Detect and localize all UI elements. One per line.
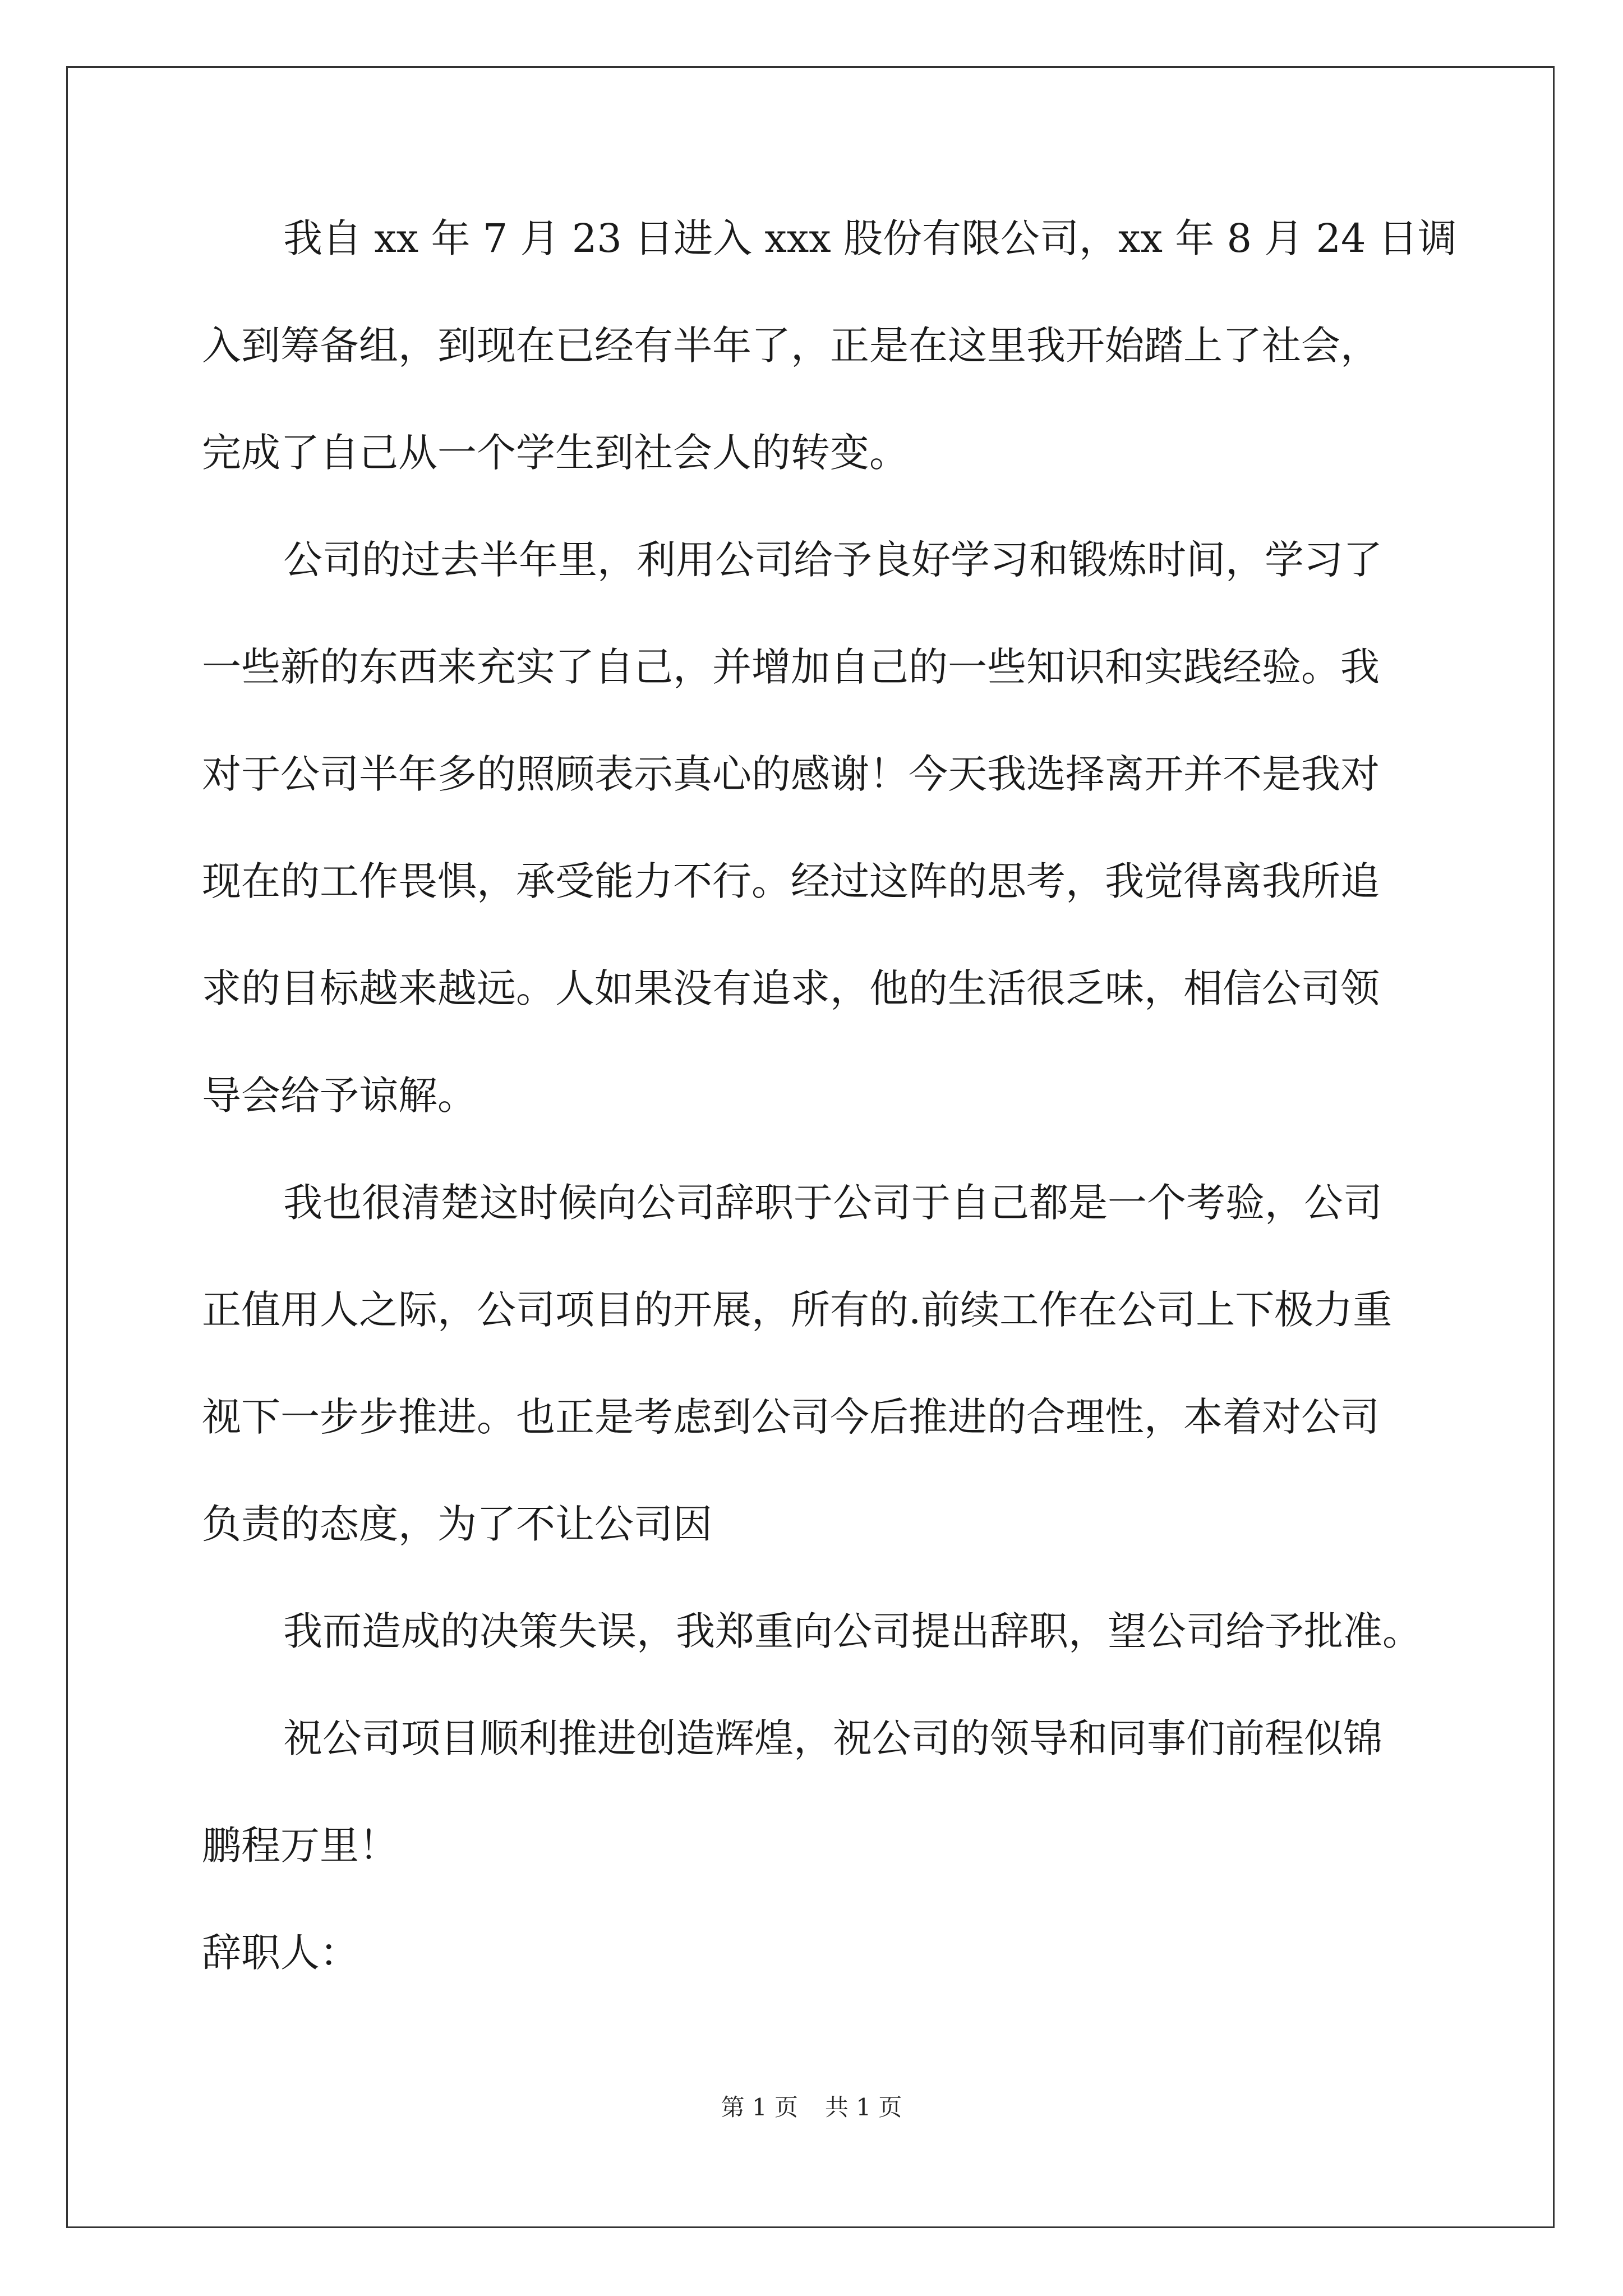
signature-label: 辞职人： [202, 1930, 359, 1976]
page-footer [0, 2093, 1623, 2121]
paragraph-line: 导会给予谅解。 [202, 1073, 477, 1119]
paragraph-line: 入到筹备组，到现在已经有半年了，正是在这里我开始踏上了社会， [202, 323, 1380, 369]
paragraph-line: 我而造成的决策失误，我郑重向公司提出辞职，望公司给予批准。 [283, 1608, 1422, 1654]
paragraph-line: 公司的过去半年里，利用公司给予良好学习和锻炼时间，学习了 [283, 537, 1382, 583]
paragraph-line: 一些新的东西来充实了自己，并增加自己的一些知识和实践经验。我 [202, 644, 1380, 690]
paragraph-line: 我自 xx 年 7 月 23 日进入 xxx 股份有限公司，xx 年 8 月 24 日调 [283, 215, 1457, 261]
paragraph-line: 祝公司项目顺利推进创造辉煌，祝公司的领导和同事们前程似锦 [283, 1715, 1382, 1761]
paragraph-line: 正值用人之际，公司项目的开展，所有的.前续工作在公司上下极力重 [202, 1287, 1393, 1333]
paragraph-line: 求的目标越来越远。人如果没有追求，他的生活很乏味，相信公司领 [202, 965, 1380, 1011]
paragraph-line: 完成了自己从一个学生到社会人的转变。 [202, 430, 909, 476]
paragraph-line: 负责的态度，为了不让公司因 [202, 1501, 712, 1547]
page-number-current: 第 1 页 [721, 2093, 798, 2121]
paragraph-line: 现在的工作畏惧，承受能力不行。经过这阵的思考，我觉得离我所追 [202, 858, 1380, 904]
page-number-total: 共 1 页 [825, 2093, 902, 2121]
paragraph-line: 我也很清楚这时候向公司辞职于公司于自己都是一个考验，公司 [283, 1180, 1382, 1226]
paragraph-line: 对于公司半年多的照顾表示真心的感谢！今天我选择离开并不是我对 [202, 751, 1380, 797]
paragraph-line: 视下一步步推进。也正是考虑到公司今后推进的合理性，本着对公司 [202, 1394, 1380, 1440]
paragraph-line: 鹏程万里！ [202, 1823, 398, 1869]
letter-body [202, 215, 1457, 2040]
